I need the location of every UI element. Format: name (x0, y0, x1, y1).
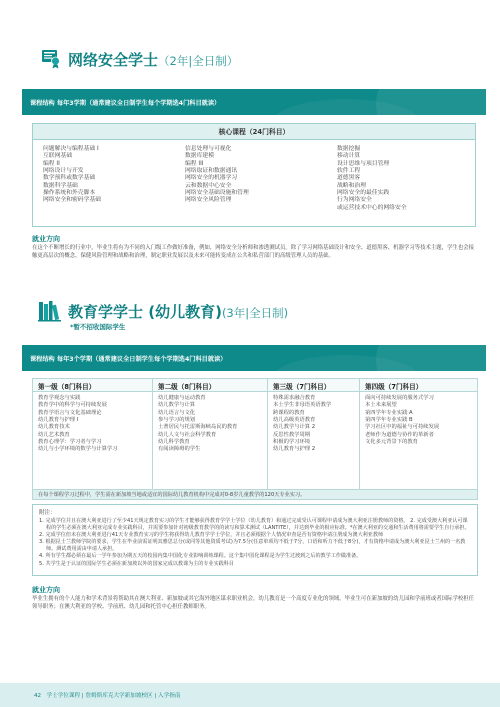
level-course-item: 第四学年专业实践 A (365, 409, 413, 416)
core-course-item: 数据科学基础 (43, 182, 78, 189)
level-course-item: 教育学观念与实践 (38, 395, 81, 401)
level-1-head: 第一级（8门科目） (33, 379, 152, 392)
core-column-1 (43, 146, 101, 205)
core-course-item: 数据库建模 (185, 153, 214, 160)
level-1-list (33, 392, 152, 454)
level-course-item: 幼儿语言与文化 (158, 409, 196, 416)
level-course-item: 教育心理学：学习者与学习 (38, 439, 102, 446)
core-course-item: 网络安全风险管理 (185, 197, 232, 204)
level-course-item: 积极的学习环境 (273, 439, 311, 446)
footer-text (34, 691, 180, 699)
section2-title (68, 301, 288, 322)
core-course-item: 数据挖掘 (337, 146, 361, 152)
core-course-item: 信息处理与可视化 (185, 146, 232, 152)
core-course-item: 移动计算 (337, 153, 361, 160)
level-3-head: 第三级（7门科目） (268, 379, 359, 392)
section1-career-text: 在这个不断增长的行业中，毕业生将有为不同的入门级工作做好准备，例如，网络安全分析师和渗透测试员。除了学习网络基础设计和安全、道德黑客、机器学习等技术主题，学生也会接触更高层次的概念，保健风险管理和战略和治理，制定职业发展以及未来可能转变成在公共和私营部门的高级管理人员的基础。 (32, 245, 475, 260)
international-note: *暂不招收国际学生 (70, 323, 126, 331)
level-course-item: 特殊需求融合教育 (273, 395, 316, 401)
section2-duration: (3年|全日制) (221, 306, 289, 320)
level-course-item: 教育学中的科学与可持续发展 (38, 402, 107, 409)
core-course-item: 行为网络安全 (337, 197, 372, 204)
page-number: 42 (34, 693, 42, 699)
level-column-1 (33, 379, 153, 489)
level-course-item: 有阅读障碍的学生 (158, 446, 201, 453)
core-course-item: 编程 II (43, 160, 60, 167)
footnotes-title: 附注： (39, 510, 56, 516)
core-course-item: 操作系统和外壳脚本 (43, 190, 96, 197)
core-course-item: 网络安全基础设施和管理 (185, 190, 249, 197)
level-course-item: 本土学生非母语英语教学 (273, 402, 332, 409)
core-column-3 (337, 146, 407, 212)
section1-structure-band (22, 89, 486, 115)
core-courses-title: 核心课程（24门科目） (33, 124, 475, 140)
certificate-icon (40, 47, 62, 69)
level-course-item: 反思性教学周期 (273, 431, 311, 438)
core-course-item: 设计思维与项目管理 (337, 160, 390, 167)
footnote-item: 5. 共学生是于认证的国际学生必须在新加坡以外的国家完成以教课为主的专业实践科目 (39, 560, 234, 567)
level-course-item: 幼儿科学教育 (158, 439, 190, 446)
footnotes-list (39, 518, 471, 568)
level-course-item: 参与学习的规划 (158, 417, 196, 424)
section1-band-text: 课程结构 每年3学期（通常建议全日制学生每个学期选4门科目就读） (30, 100, 221, 107)
page-footer (0, 683, 500, 707)
section1-duration: （2年|全日制） (158, 54, 239, 68)
level-course-item: 教育学语言与文化基础理论 (38, 409, 102, 416)
level-course-item: 跨课程的教育 (273, 409, 305, 416)
section1-title (68, 49, 238, 70)
level-4-list (360, 392, 477, 446)
core-courses-box (32, 123, 476, 227)
core-column-2 (185, 146, 249, 205)
level-course-item: 文化多元背景下的教育 (365, 439, 418, 446)
core-course-item: 网络安全的机器学习 (185, 175, 238, 182)
level-course-item: 第四学年专业实践 B (365, 417, 413, 424)
level-course-item: 幼儿教学与计算 2 (273, 424, 316, 431)
level-course-item: 幼儿人文与社会科学教育 (158, 431, 217, 438)
level-2-list (153, 392, 267, 454)
level-course-item: 幼儿数学与计算 (158, 402, 196, 409)
core-course-item: 战略和治理 (337, 182, 366, 189)
level-course-item: 幼儿教育与护理 I (38, 417, 79, 424)
footnote-item: 3. 根据昆士兰教师学院的要求，学生在毕业前需证明其雅思总分(或同等其他资质考试)为7.5分(任意单项均不低于7分，口语和听力不低于8分)，才有资格申请成为澳大利亚昆士兰州的一名教师。测试费用需由申请人承担。 (39, 539, 466, 553)
footnote-item: 4. 所有学生都必须在最后一学年参加为期五天的校园内集中国化专业影响训练课程。这个集中国化课程是为学生过渡到之后的教学工作做准备。 (39, 553, 362, 560)
level-4-head: 第四级（7门科目） (360, 379, 477, 392)
section1-career-label: 就业方向 (32, 235, 60, 243)
core-course-item: 数学预科或数学基础 (43, 175, 96, 182)
level-column-3 (268, 379, 360, 489)
level-course-item: 本土未来展望 (365, 402, 397, 409)
level-course-item: 幼儿教育技术 (38, 424, 70, 431)
section2-structure-band (22, 345, 486, 371)
core-course-item: 网络设计与开发 (43, 168, 84, 175)
section2-band-text: 课程结构 每年3个学期（通常建议全日制学生每个学期选4门科目就读） (30, 356, 227, 363)
level-column-2 (153, 379, 268, 489)
core-course-item: 互联网基础 (43, 153, 72, 160)
footer-caption: 学士学位课程 | 詹姆斯库克大学新加坡校区 | 入学指南 (46, 693, 181, 699)
section2-career-text: 毕业生拥有的个人能力和学术背景将帮助其在澳大利亚、新加坡或其它海外地区谋求职业机会。幼儿教育是一个高度专业化的领域。毕业生可在新加坡的幼儿园和学前班或者国际学校担任领导职务；在澳大利亚的学校、学前班、幼儿园和托管中心担任教师职务。 (32, 596, 475, 611)
level-course-item: 幼儿教育与护理 2 (273, 446, 316, 453)
core-course-item: 云和数据中心安全 (185, 182, 232, 189)
section2-career-label: 就业方向 (32, 586, 60, 594)
level-course-item: 面向可持续发展的服务式学习 (365, 395, 434, 401)
books-icon (38, 300, 60, 322)
section1-title-text: 网络安全学士 (68, 51, 159, 69)
core-course-item: 问题解决与编程基础 I (43, 146, 99, 152)
core-course-item: 软件工程 (337, 168, 361, 175)
core-course-item: 网络取证和数据通讯 (185, 168, 238, 175)
course-levels-grid (32, 378, 478, 490)
level-2-head: 第二级（8门科目） (153, 379, 267, 392)
level-course-item: 幼儿高级英语教育 (273, 417, 316, 424)
footnotes-box (32, 504, 478, 576)
level-course-item: 学习社区中的福祉与可持续发展 (365, 424, 440, 431)
footnote-item: 1. 完成学位并且在澳大利亚进行了至少41天规定教育实习的学生才能够获得教育学学士学位（幼儿教育）和通过完成受认可课程申请成为澳大利亚注册教师的资格。 2. 完成受澳大利亚认可课程的学生必须在澳大利亚完成专业实践科目，并需要参加针对初级教育教学的的读写和算术测试（LANTITE），并达到毕业的相应标准。*在澳大利亚的交通和生活费用将需要学生自行承担。 (39, 518, 470, 532)
footnote-item: 2. 完成学位但未在澳大利亚进行41天专业教育实习的学生将获得幼儿教育学学士学位，并且必须根据个人情况审查是否有资格申请注册成为澳大利亚教师 (39, 532, 384, 539)
level-course-item: 幼儿健康与运动教育 (158, 395, 206, 401)
level-3-list (268, 392, 359, 454)
level-course-item: 幼儿与小学环境的数学与计算学习 (38, 446, 118, 453)
level-course-item: 土著居民与托雷斯海峡岛民的教育 (158, 424, 238, 431)
core-course-item: 道德黑客 (337, 175, 361, 182)
core-course-item: 网络安全和密码学基础 (43, 197, 101, 204)
level-course-item: 老师作为道德与协作的革新者 (365, 431, 434, 438)
level-course-item: 幼儿艺术教育 (38, 431, 70, 438)
level-column-4 (360, 379, 477, 489)
practicum-note: 在每个课程学习过程中，学生需在新加坡当地或适宜的国际幼儿教育机构中完成对0-8岁儿童教学的120天专业实习。 (32, 490, 478, 500)
section2-title-text: 教育学学士 (幼儿教育) (68, 303, 222, 321)
core-course-item: 编程 III (185, 160, 204, 167)
core-course-item: 或运营技术中心的网络安全 (337, 204, 407, 211)
core-course-item: 网络安全的最佳实践 (337, 190, 390, 197)
